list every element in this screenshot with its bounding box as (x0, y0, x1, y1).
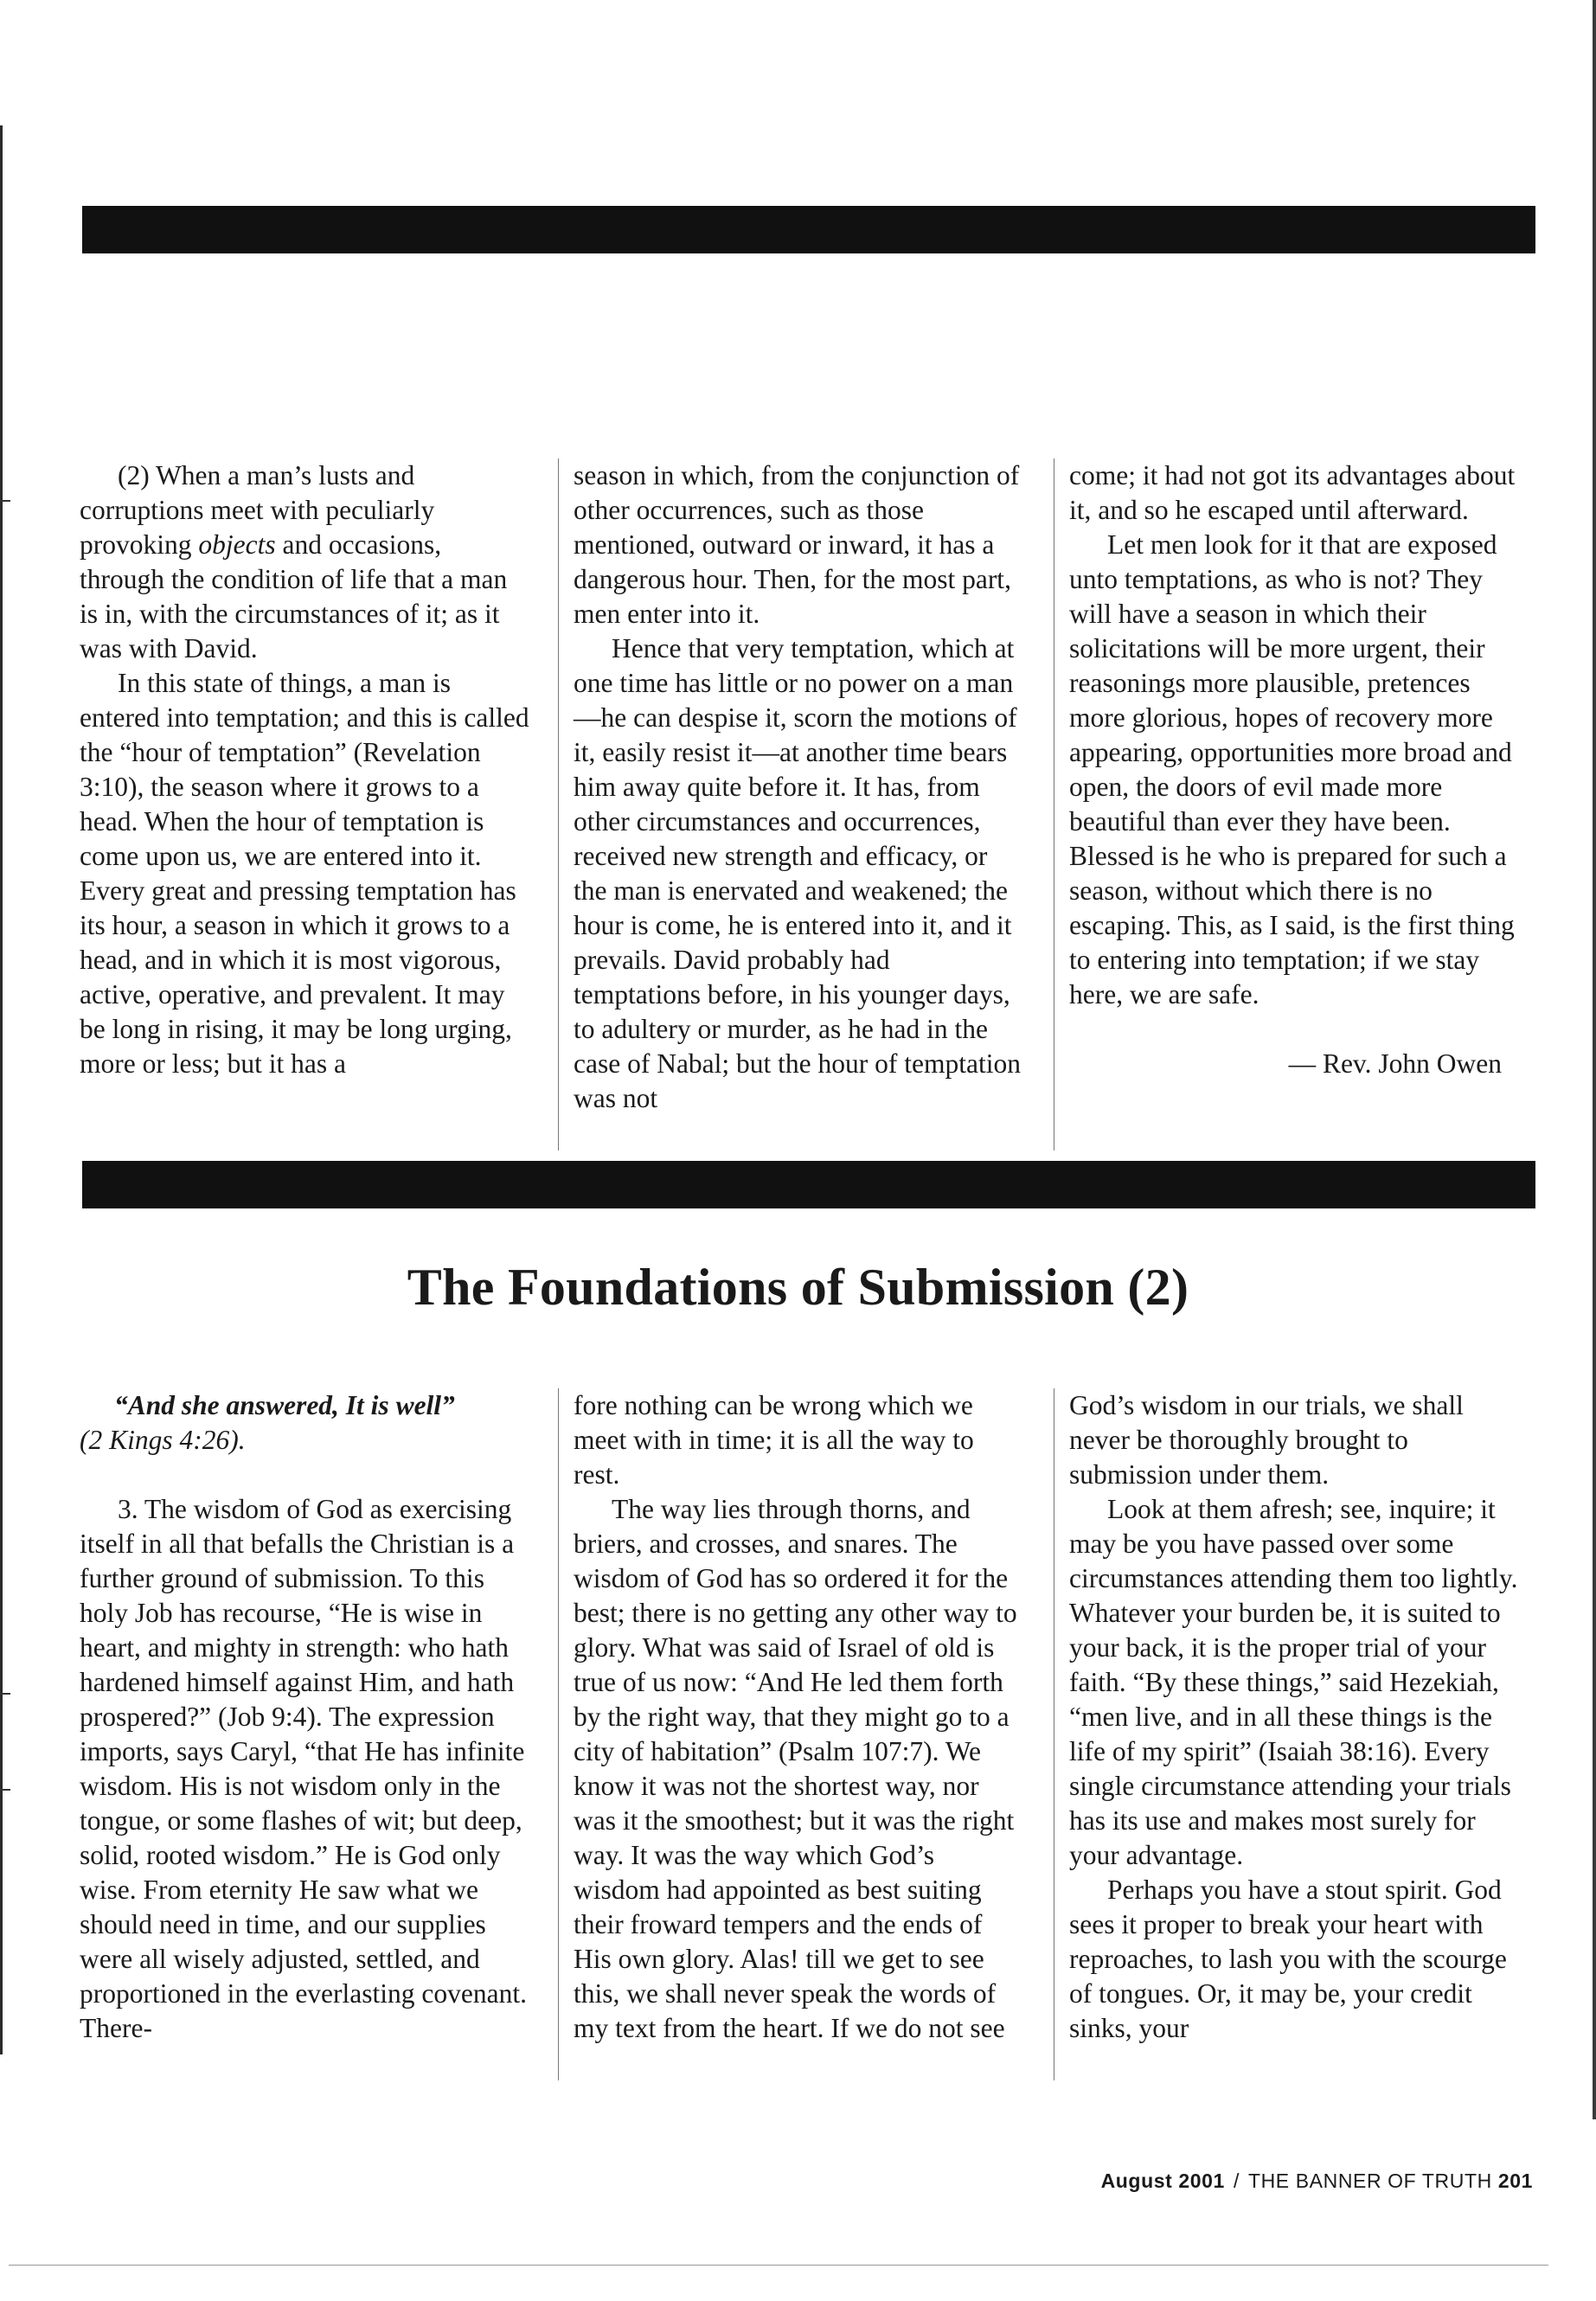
page-number: 201 (1497, 2170, 1533, 2192)
paragraph: (2) When a man’s lusts and corruptions meet with peculiarly provoking objects and occasions, through the condition of life that a man is in, with the circumstances of it; as it was with David. (80, 460, 508, 663)
article1-column-2 (574, 458, 1023, 1116)
paragraph: Hence that very temptation, which at one time has little or no power on a man—he can despise it, scorn the motions of it, easily resist it—at another time bears him away quite before it. It has, from other circumstances and occurrences, received new strength and efficacy, or the man is enervated and weakened; the hour is come, he is entered into it, and it prevails. David probably had temptations before, in his younger days, to adultery or murder, as he had in the case of Nabal; but the hour of temptation was not (574, 633, 1021, 1113)
column-divider (558, 458, 559, 1150)
top-black-band (82, 206, 1535, 253)
middle-black-band (82, 1161, 1535, 1208)
emphasis: objects (198, 529, 276, 560)
paragraph: come; it had not got its advantages about it, and so he escaped until afterward. (1069, 460, 1516, 525)
scan-tick (0, 1693, 10, 1695)
paragraph: season in which, from the conjunction of other occurrences, such as those mentioned, outward or inward, it has a dangerous hour. Then, for the most part, men enter into it. (574, 460, 1020, 629)
article1-column-3 (1069, 458, 1519, 1081)
paragraph: Let men look for it that are exposed unto temptations, as who is not? They will have a season in which their solicitations will be more urgent, their reasonings more plausible, pretences more glorious, hopes of recovery more appearing, opportunities more broad and open, the doors of evil made more beautiful than ever they have been. Blessed is he who is prepared for such a season, without which there is no escaping. This, as I said, is the first thing to entering into temptation; if we stay here, we are safe. (1069, 529, 1515, 1009)
page-footer (1101, 2168, 1533, 2194)
paragraph: Perhaps you have a stout spirit. God sees it proper to break your heart with reproaches, to lash you with the scourge of tongues. Or, it may be, your credit sinks, your (1069, 1875, 1507, 2043)
scan-tick (0, 500, 10, 502)
scan-edge-left (0, 125, 3, 2054)
column-divider (558, 1388, 559, 2080)
paragraph: In this state of things, a man is entered into temptation; and this is called the “hour of temptation” (Revelation 3:10), the season where it grows to a head. When the hour of temptation is come upon us, we are entered into it. Every great and pressing temptation has its hour, a season in which it grows to a head, and in which it is most vigorous, active, operative, and prevalent. It may be long in rising, it may be long urging, more or less; but it has a (80, 668, 529, 1079)
author-signature: — Rev. John Owen (1288, 1048, 1502, 1079)
epigraph-reference: (2 Kings 4:26). (80, 1425, 246, 1455)
article1-column-1 (80, 458, 529, 1081)
scan-bottom-rule (9, 2265, 1548, 2266)
scan-tick (0, 1789, 10, 1791)
paragraph: fore nothing can be wrong which we meet with in time; it is all the way to rest. (574, 1390, 974, 1490)
footer-separator: / (1233, 2170, 1240, 2192)
paragraph: The way lies through thorns, and briers, and crosses, and snares. The wisdom of God has so ordered it for the best; there is no getting any other way to glory. What was said of Israel of old is true of us now: “And He led them forth by the right way, that they might go to a city of habitation” (Psalm 107:7). We know it was not the shortest way, nor was it the smoothest; but it was the right way. It was the way which God’s wisdom had appointed as best suiting their froward tempers and the ends of His own glory. Alas! till we get to see this, we shall never speak the words of my text from the heart. If we do not see (574, 1494, 1017, 2043)
paragraph: Look at them afresh; see, inquire; it may be you have passed over some circumstances attending them too lightly. Whatever your burden be, it is suited to your back, it is the proper trial of your faith. “By these things,” said Hezekiah, “men live, and in all these things is the life of my spirit” (Isaiah 38:16). Every single circumstance attending your trials has its use and makes most surely for your advantage. (1069, 1494, 1518, 1870)
article2-column-2 (574, 1388, 1023, 2046)
footer-publication: THE BANNER OF TRUTH (1247, 2170, 1492, 2192)
paragraph: 3. The wisdom of God as exercising itself in all that befalls the Christian is a further ground of submission. To this holy Job has recourse, “He is wise in heart, and mighty in strength: who hath hardened himself against Him, and hath prospered?” (Job 9:4). The expression imports, says Caryl, “that He has infinite wisdom. His is not wisdom only in the tongue, or some flashes of wit; but deep, solid, rooted wisdom.” He is God only wise. From eternity He saw what we should need in time, and our supplies were all wisely adjusted, settled, and proportioned in the everlasting covenant. There- (80, 1494, 527, 2043)
article-title: The Foundations of Submission (2) (407, 1259, 1189, 1316)
article2-column-3 (1069, 1388, 1519, 2046)
footer-date: August 2001 (1100, 2170, 1225, 2192)
article2-column-1 (80, 1388, 529, 2046)
paragraph: God’s wisdom in our trials, we shall never be thoroughly brought to submission under them. (1069, 1390, 1464, 1490)
epigraph-quote: “And she answered, It is well” (114, 1390, 455, 1420)
scan-edge-right (1593, 0, 1596, 2119)
